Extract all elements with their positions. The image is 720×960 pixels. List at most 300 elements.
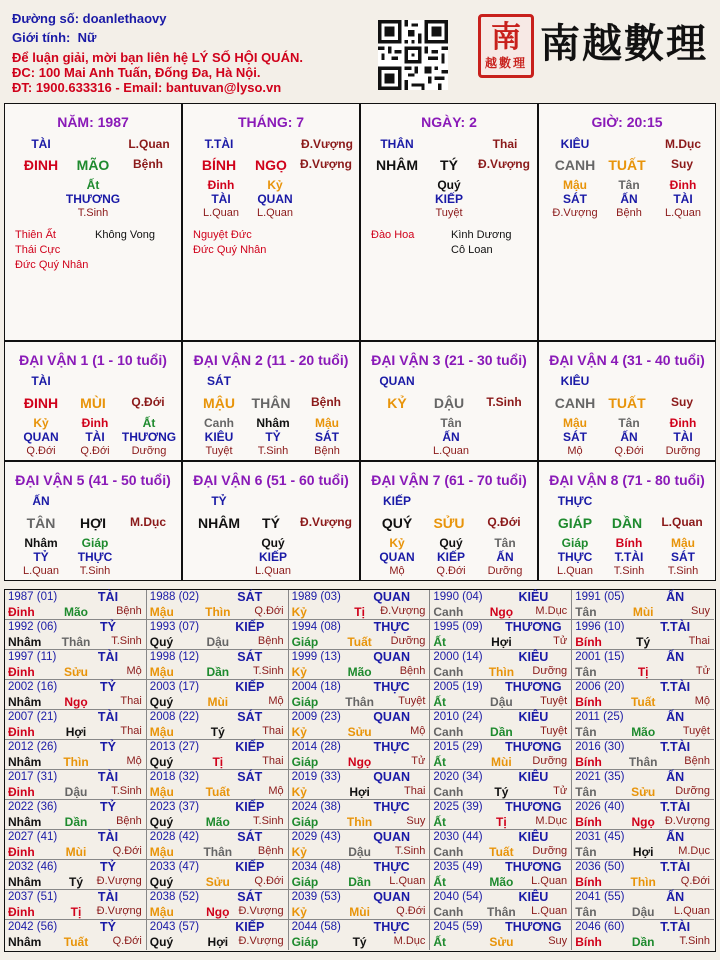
year-cell (430, 800, 572, 830)
year-label: 2016 (30) (575, 741, 625, 753)
hidden-stem: Tân (618, 416, 640, 430)
year-branch: Ngọ (206, 905, 230, 919)
year-phase: Mộ (694, 695, 710, 707)
year-stem: Đinh (8, 725, 35, 739)
year-phase: L.Quan (531, 875, 568, 887)
year-label: 2001 (15) (575, 651, 625, 663)
year-cell (572, 770, 714, 800)
year-phase: Dưỡng (532, 665, 568, 677)
year-cell (572, 710, 714, 740)
year-label: 2022 (36) (8, 801, 58, 813)
year-phase: Mộ (126, 755, 142, 767)
year-label: 2029 (43) (291, 831, 341, 843)
year-cell (430, 920, 572, 950)
year-god: THỰC (373, 620, 410, 634)
year-god: ẤN (666, 590, 685, 604)
year-phase: Tuyệt (398, 695, 426, 707)
hidden-phase: Q.Đới (80, 445, 110, 457)
year-god: TÀI (97, 710, 119, 724)
address-line: ĐC: 100 Mai Anh Tuấn, Đống Đa, Hà Nội. (12, 65, 261, 80)
year-phase: T.Sinh (679, 935, 710, 947)
year-cell (572, 920, 714, 950)
year-god: KIÊU (518, 650, 549, 664)
pillar-stem-god: KIÊU (560, 137, 590, 151)
pillar-stem-god: THÂN (380, 137, 414, 151)
dai-van-god: THỰC (557, 494, 593, 508)
pillar-star: Đức Quý Nhân (193, 244, 267, 256)
year-god: TỶ (100, 920, 116, 934)
year-label: 1987 (01) (8, 591, 58, 603)
year-god: ẤN (666, 710, 685, 724)
year-stem: Bính (575, 815, 602, 829)
pillar-star: Đức Quý Nhân (15, 259, 89, 271)
year-cell (430, 650, 572, 680)
hidden-god: SÁT (563, 192, 587, 206)
year-label: 2008 (22) (149, 711, 200, 723)
hidden-god: KIẾP (258, 550, 287, 564)
year-branch: Tị (70, 905, 82, 919)
hidden-stem: Mậu (315, 416, 339, 430)
year-stem: Ất (433, 755, 447, 769)
contact-line: Để luận giải, mời bạn liên hệ LÝ SỐ HỘI QUÁN. (12, 50, 303, 65)
hidden-stem: Ất (86, 178, 100, 192)
year-stem: Ất (433, 635, 447, 649)
hidden-stem: Nhâm (256, 416, 290, 430)
hidden-stem: Đinh (81, 416, 109, 430)
year-label: 2002 (16) (8, 681, 58, 693)
dai-van-branch: DẬU (433, 395, 465, 411)
year-stem: Kỷ (291, 785, 307, 799)
year-god: ẤN (666, 650, 685, 664)
dai-van-stem: KỶ (387, 395, 407, 411)
year-stem: Giáp (291, 935, 319, 949)
year-label: 2046 (60) (575, 921, 625, 933)
year-branch: Hợi (491, 635, 512, 649)
year-branch: Tị (354, 605, 365, 619)
year-phase: Q.Đới (254, 875, 284, 887)
dai-van-stem: ĐINH (23, 395, 59, 411)
year-branch: Tuất (63, 935, 89, 949)
year-god: QUAN (373, 890, 410, 904)
year-label: 2037 (51) (8, 891, 58, 903)
dai-van-stem: NHÂM (198, 515, 240, 531)
year-branch: Mùi (65, 845, 87, 859)
hidden-stem: Mậu (563, 178, 587, 192)
year-label: 2017 (31) (8, 771, 58, 783)
hidden-god: QUAN (257, 192, 293, 206)
header (0, 0, 720, 100)
hidden-stem: Giáp (81, 536, 109, 550)
year-phase: Q.Đới (112, 845, 142, 857)
year-phase: Dưỡng (675, 785, 710, 797)
year-phase: T.Sinh (253, 665, 284, 677)
dai-van-title: ĐẠI VẬN 6 (51 - 60 tuổi) (193, 472, 349, 488)
year-god: KIÊU (518, 890, 549, 904)
year-cell (430, 770, 572, 800)
hidden-phase: T.Sinh (77, 207, 109, 219)
hidden-phase: L.Quan (664, 207, 702, 219)
year-branch: Mão (631, 725, 656, 739)
pillar-cell (360, 103, 538, 341)
year-cell (5, 740, 147, 770)
hidden-phase: T.Sinh (79, 565, 111, 577)
pillar-stem-god: T.TÀI (204, 137, 234, 151)
year-phase: Q.Đới (112, 935, 142, 947)
year-branch: Ngọ (489, 605, 514, 619)
year-phase: Suy (691, 605, 710, 617)
year-phase: L.Quan (531, 905, 568, 917)
hidden-phase: L.Quan (432, 445, 470, 457)
hidden-god: ẤN (620, 430, 638, 444)
pillar-branch: TÝ (440, 157, 458, 173)
year-stem: Bính (575, 875, 602, 889)
dai-van-stem: TÂN (26, 515, 56, 531)
year-cell (147, 740, 289, 770)
year-branch: Tuất (347, 635, 372, 649)
year-phase: Dưỡng (532, 755, 568, 767)
hidden-phase: Q.Đới (436, 565, 466, 577)
pillar-stem: CANH (554, 157, 596, 173)
year-god: T.TÀI (660, 620, 691, 634)
year-cell (5, 710, 147, 740)
year-stem: Nhâm (8, 815, 42, 829)
year-cell (289, 680, 431, 710)
pillar-star: Nguyệt Đức (193, 229, 252, 241)
year-stem: Mậu (149, 725, 174, 739)
year-cell (5, 770, 147, 800)
dai-van-branch: THÂN (251, 395, 291, 411)
dai-van-cell (360, 461, 538, 581)
year-phase: Tuyệt (540, 695, 568, 707)
hidden-stem: Giáp (561, 536, 589, 550)
year-stem: Ất (433, 695, 447, 709)
year-branch: Ngọ (64, 695, 88, 709)
dai-van-phase: Suy (670, 395, 693, 409)
year-stem: Giáp (291, 875, 319, 889)
year-phase: Thai (262, 755, 284, 767)
year-god: KIẾP (235, 620, 265, 634)
hidden-stem: Bính (615, 536, 643, 550)
year-stem: Tân (575, 665, 597, 679)
year-branch: Tý (68, 875, 83, 889)
year-label: 2041 (55) (575, 891, 625, 903)
year-branch: Dậu (348, 845, 371, 859)
year-label: 2009 (23) (291, 711, 341, 723)
year-cell (430, 680, 572, 710)
hidden-stem: Canh (204, 416, 234, 430)
year-cell (147, 770, 289, 800)
year-phase: Đ.Vượng (96, 905, 142, 917)
year-cell (147, 650, 289, 680)
pillar-stem-phase: Đ.Vượng (301, 137, 353, 151)
year-stem: Tân (575, 845, 597, 859)
year-branch: Hợi (65, 725, 87, 739)
dai-van-branch: TUẤT (608, 395, 646, 411)
year-cell (572, 740, 714, 770)
hidden-phase: Mộ (567, 445, 583, 457)
year-label: 2040 (54) (433, 891, 483, 903)
dai-van-god: TÀI (31, 374, 51, 388)
year-branch: Thân (61, 635, 91, 649)
year-phase: Đ.Vượng (664, 815, 710, 827)
year-god: KIẾP (235, 800, 265, 814)
year-phase: Mộ (126, 665, 142, 677)
year-label: 2028 (42) (149, 831, 200, 843)
pillar-branch-phase: Đ.Vượng (478, 157, 530, 171)
year-label: 2035 (49) (433, 861, 483, 873)
year-god: THỰC (373, 740, 410, 754)
hidden-stem: Quý (439, 536, 463, 550)
dai-van-phase: Q.Đới (487, 515, 521, 529)
year-branch: Sửu (205, 875, 230, 889)
hidden-god: SÁT (671, 550, 695, 564)
dai-van-branch: MÙI (80, 395, 106, 411)
year-branch: Tị (637, 665, 649, 679)
dai-van-cell (4, 461, 182, 581)
hidden-stem: Quý (261, 536, 285, 550)
year-phase: Bệnh (684, 755, 710, 767)
year-branch: Hợi (632, 845, 654, 859)
year-phase: Dưỡng (390, 635, 426, 647)
hidden-phase: T.Sinh (667, 565, 699, 577)
year-stem: Quý (149, 755, 174, 769)
year-stem: Đinh (8, 665, 35, 679)
hidden-god: SÁT (315, 430, 339, 444)
pillar-star: Đào Hoa (371, 229, 415, 241)
pillar-stem: ĐINH (23, 157, 59, 173)
year-stem: Tân (575, 905, 597, 919)
year-cell (5, 860, 147, 890)
hidden-god: ẤN (496, 550, 514, 564)
year-cell (5, 830, 147, 860)
year-stem: Canh (433, 785, 464, 799)
year-label: 2020 (34) (433, 771, 483, 783)
year-god: THƯƠNG (505, 740, 562, 754)
year-cell (572, 620, 714, 650)
year-stem: Mậu (149, 905, 174, 919)
year-stem: Canh (433, 605, 464, 619)
hidden-god: QUAN (379, 550, 415, 564)
year-phase: Suy (406, 815, 426, 827)
year-branch: Tý (352, 935, 367, 949)
dai-van-god: KIẾP (382, 494, 411, 508)
year-cell (572, 860, 714, 890)
year-stem: Canh (433, 845, 464, 859)
year-cell (5, 680, 147, 710)
year-stem: Nhâm (8, 935, 42, 949)
year-branch: Dậu (490, 695, 513, 709)
year-god: QUAN (373, 830, 410, 844)
year-cell (5, 800, 147, 830)
hidden-god: KIẾP (436, 550, 465, 564)
dai-van-branch: DẦN (611, 515, 643, 531)
year-phase: Mộ (268, 695, 284, 707)
pillar-star: Cô Loan (451, 244, 493, 256)
year-stem: Tân (575, 605, 597, 619)
year-phase: Mộ (268, 785, 284, 797)
dai-van-phase: T.Sinh (486, 395, 522, 409)
hidden-phase: Tuyệt (205, 445, 233, 457)
year-cell (289, 740, 431, 770)
year-branch: Dần (206, 665, 230, 679)
year-stem: Quý (149, 635, 174, 649)
hidden-phase: Bệnh (616, 207, 642, 219)
year-branch: Tuất (489, 845, 514, 859)
hidden-stem: Tân (494, 536, 516, 550)
year-branch: Sửu (347, 725, 372, 739)
year-label: 2038 (52) (149, 891, 200, 903)
year-label: 2036 (50) (575, 861, 625, 873)
hidden-phase: L.Quan (556, 565, 594, 577)
year-phase: L.Quan (673, 905, 710, 917)
hidden-phase: Tuyệt (435, 207, 463, 219)
year-cell (147, 710, 289, 740)
year-stem: Mậu (149, 785, 174, 799)
year-branch: Dần (631, 935, 655, 949)
year-stem: Giáp (291, 755, 319, 769)
year-branch: Dần (490, 725, 513, 739)
dai-van-stem: QUÝ (381, 515, 413, 531)
hidden-stem: Nhâm (24, 536, 58, 550)
year-phase: Tử (411, 755, 426, 767)
year-label: 1990 (04) (433, 591, 483, 603)
dai-van-cell (4, 341, 182, 461)
pillar-branch-phase: Đ.Vượng (300, 157, 352, 171)
hidden-phase: T.Sinh (257, 445, 289, 457)
year-branch: Tý (494, 785, 509, 799)
year-god: THƯƠNG (505, 800, 562, 814)
pillar-star: Thiên Ất (15, 229, 56, 241)
hidden-god: ẤN (620, 192, 638, 206)
hidden-phase: Mộ (389, 565, 405, 577)
hidden-stem: Mậu (671, 536, 695, 550)
year-god: ẤN (666, 770, 685, 784)
year-branch: Thân (345, 695, 374, 709)
year-stem: Bính (575, 935, 602, 949)
year-god: THƯƠNG (505, 680, 562, 694)
year-label: 2039 (53) (291, 891, 341, 903)
year-label: 1997 (11) (8, 651, 57, 663)
dai-van-title: ĐẠI VẬN 4 (31 - 40 tuổi) (549, 352, 705, 368)
dai-van-title: ĐẠI VẬN 8 (71 - 80 tuổi) (549, 472, 705, 488)
year-god: TỶ (100, 800, 116, 814)
year-phase: Bệnh (399, 665, 426, 677)
year-stem: Quý (149, 695, 174, 709)
dai-van-stem: CANH (554, 395, 596, 411)
year-god: QUAN (373, 590, 410, 604)
year-god: T.TÀI (660, 680, 691, 694)
year-branch: Mùi (491, 755, 512, 769)
year-phase: Bệnh (257, 635, 284, 647)
year-stem: Giáp (291, 635, 319, 649)
year-label: 2043 (57) (149, 921, 200, 933)
pillar-branch: NGỌ (255, 157, 287, 173)
year-god: TÀI (97, 890, 119, 904)
hidden-god: THƯƠNG (65, 192, 121, 206)
hidden-stem: Đinh (669, 416, 697, 430)
year-label: 2005 (19) (433, 681, 483, 693)
hidden-stem: Kỷ (389, 536, 405, 550)
hidden-stem: Mậu (563, 416, 587, 430)
year-branch: Mão (64, 605, 88, 619)
year-phase: T.Sinh (111, 785, 142, 797)
year-cell (572, 890, 714, 920)
pillar-branch-phase: Suy (670, 157, 693, 171)
year-phase: Dưỡng (532, 845, 568, 857)
pillar-title: NĂM: 1987 (57, 114, 129, 130)
dai-van-title: ĐẠI VẬN 3 (21 - 30 tuổi) (371, 352, 527, 368)
year-stem: Kỷ (291, 605, 307, 619)
year-phase: Tuyệt (682, 725, 710, 737)
year-god: KIÊU (518, 770, 549, 784)
pillar-stem-phase: M.Dục (665, 137, 701, 151)
year-stem: Tân (575, 785, 597, 799)
year-god: SÁT (237, 890, 263, 904)
year-label: 2023 (37) (149, 801, 200, 813)
year-branch: Tý (210, 725, 225, 739)
year-phase: Tử (553, 635, 568, 647)
year-branch: Dần (348, 875, 371, 889)
year-grid (4, 589, 716, 952)
year-label: 1992 (06) (8, 621, 58, 633)
pillar-stem-phase: Thai (492, 137, 518, 151)
dai-van-phase: Q.Đới (131, 395, 165, 409)
dai-van-title: ĐẠI VẬN 7 (61 - 70 tuổi) (371, 472, 527, 488)
hidden-god: TỶ (33, 550, 49, 564)
year-stem: Canh (433, 665, 464, 679)
hidden-phase: T.Sinh (613, 565, 645, 577)
pillar-title: NGÀY: 2 (421, 114, 477, 130)
year-cell (5, 920, 147, 950)
year-god: THƯƠNG (505, 620, 562, 634)
year-branch: Mão (489, 875, 514, 889)
year-label: 2024 (38) (291, 801, 341, 813)
year-god: KIẾP (235, 860, 265, 874)
year-stem: Nhâm (8, 755, 42, 769)
year-stem: Kỷ (291, 665, 307, 679)
year-god: SÁT (237, 650, 263, 664)
year-cell (430, 890, 572, 920)
year-label: 2044 (58) (291, 921, 341, 933)
dai-van-god: SÁT (207, 374, 231, 388)
year-cell (572, 590, 714, 620)
year-god: THỰC (373, 860, 410, 874)
year-phase: Q.Đới (396, 905, 426, 917)
year-god: QUAN (373, 650, 410, 664)
year-stem: Nhâm (8, 875, 42, 889)
year-stem: Canh (433, 905, 464, 919)
year-label: 2015 (29) (433, 741, 483, 753)
dai-van-branch: HỢI (80, 515, 106, 531)
year-god: THƯƠNG (505, 860, 562, 874)
dai-van-cell (182, 341, 360, 461)
year-label: 2026 (40) (575, 801, 625, 813)
hidden-phase: Bệnh (314, 445, 340, 457)
year-cell (289, 620, 431, 650)
year-label: 2007 (21) (8, 711, 58, 723)
year-label: 1996 (10) (575, 621, 625, 633)
dai-van-phase: Đ.Vượng (300, 515, 352, 529)
year-branch: Thìn (205, 605, 231, 619)
year-cell (147, 890, 289, 920)
year-branch: Tị (212, 755, 224, 769)
year-god: SÁT (237, 830, 263, 844)
year-stem: Kỷ (291, 845, 307, 859)
year-cell (430, 620, 572, 650)
year-god: ẤN (666, 890, 685, 904)
pillar-star: Không Vong (95, 229, 155, 241)
year-cell (430, 710, 572, 740)
